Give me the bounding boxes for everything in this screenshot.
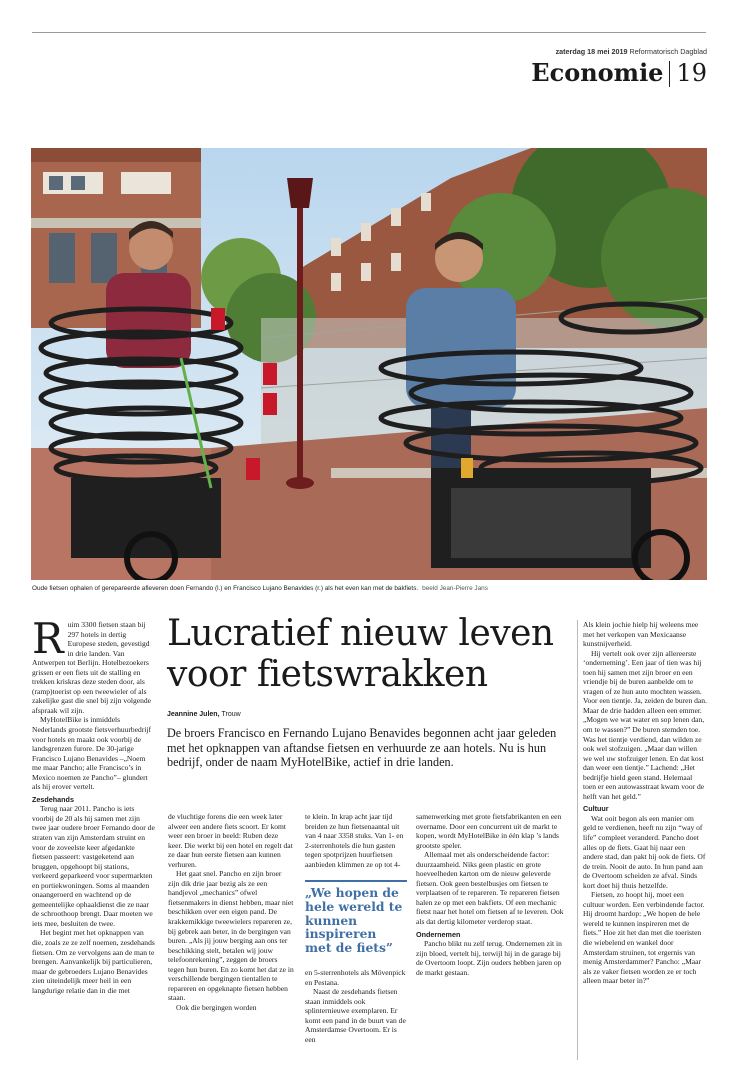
body-paragraph: de vluchtige forens die een week later alweer een andere fiets scoort. Er komt weer een broer in beeld: Ruben deze keer. Die werkt bij een hotel en regelt dat ze daar hun eerste fietsen aan kunnen verhuren. (168, 812, 293, 869)
body-paragraph: Allemaal met als onderscheidende factor: duurzaamheid. Niks geen plastic en grote hoeveelheden karton om de nieuw geleverde fietsen. Ook geen bestelbusjes om fietsen te verplaatsen of te repareren. Te repareren fietsen halen ze op met een bakfiets. Of een mechanic fietst naar het hotel om fietsen af te leveren. Ook als dat dertig kilometer verderop staat. (416, 850, 564, 927)
pull-quote: „We hopen de hele wereld te kunnen inspireren met de fiets” (305, 880, 407, 955)
headline-line-2: voor fietswrakken (167, 654, 488, 695)
article-photo (31, 148, 707, 580)
byline (167, 711, 241, 718)
body-paragraph: MyHotelBike is inmiddels Nederlands grootste fietsverhuurbedrijf voor hotels en maakt ook voorbij de landsgrenzen furore. De 30-jarige Francisco Lujano Benavides –„Noem me maar Pancho; alle Francisco’s in Mexico noemen ze Pancho”– glundert als hij erover vertelt. (32, 715, 152, 792)
body-paragraph: te klein. In krap acht jaar tijd breiden ze hun fietsenaantal uit van 4 naar 3358 stuks. Van 1- en 2-sterrenhotels die hun gasten tegen spotprijzen huurfietsen aanbieden klimmen ze op tot 4- (305, 812, 404, 869)
section-title: Economie (531, 58, 664, 87)
body-paragraph: Het gaat snel. Pancho en zijn broer zijn dik drie jaar bezig als ze een handjevol „mechanics” ofwel fietsenmakers in dienst hebben, maar niet beschikken over een eigen pand. De krakkemikkige tweewielers repareren ze, bij gebrek aan beter, in de bergingen van buren. „Als jij jouw berging aan ons ter beschikking stelt, betalen wij jouw telefoonrekening”, zeggen de broers tegen hun buren. En zo komt het dat ze in verschillende bergingen tientallen te repareren en opgeknapte fietsen hebben staan. (168, 869, 294, 1003)
headline-line-1: Lucratief nieuw leven (167, 613, 554, 654)
byline-paper: Trouw (221, 711, 241, 718)
article-column-3-bottom (305, 968, 408, 1044)
body-paragraph: Hij vertelt ook over zijn allereerste ‘onderneming’. Een jaar of tien was hij toen hij samen met zijn broer en een vriendje bij de buren aanbelde om te vragen of ze hun auto mochten wassen. Voor een tientje. Ja, zeiden de buren dan. Maar de drie hadden alleen een emmer. „Mogen we wat water en sop lenen dan, om te wassen?” De buren stemden toe. Was het tientje verdiend, dan wilden ze ook wel stofzuigen. „Maar dan willen we wel uw stofzuiger lenen. En dat kost dan weer een tientje.” Lachend: „Het bedrijfje hield geen stand. Helemaal toen er een autowasstraat kwam voor de helft van het geld.” (583, 648, 707, 801)
newspaper-name: Reformatorisch Dagblad (629, 47, 707, 56)
section-header (520, 58, 707, 87)
header-meta (420, 47, 707, 56)
column-divider (577, 620, 578, 1060)
caption-text: Oude fietsen ophalen of gerepareerde afleveren doen Fernando (l.) en Francisco Lujano Benavides (r.) als het even kan met de bakfiets. (32, 585, 419, 592)
subheading: Zesdehands (32, 794, 74, 804)
subheading: Ondernemen (416, 929, 461, 939)
drop-cap: R (32, 614, 64, 663)
article-column-5 (583, 620, 707, 986)
body-paragraph: Fietsen, zo hoopt hij, moet een cultuur worden. Een verbindende factor. Hij droomt hardop: „We hopen de hele wereld te kunnen inspireren met de fiets.” Hoe zit het dan met die toeristen die wiebelend en wankel door Amsterdam struinen, tot ergernis van menig Amsterdammer? Pancho: „Maar als ze vaker fietsen worden ze er toch alleen maar beter in?” (583, 890, 705, 986)
photo-caption (32, 585, 708, 592)
header-rule (32, 32, 706, 33)
body-paragraph: Pancho blikt nu zelf terug. Ondernemen zit in zijn bloed, vertelt hij, terwijl hij in de garage bij de Overtoom loopt. Zijn ouders hebben jaren op de markt gestaan. (416, 939, 562, 977)
article-column-1 (32, 614, 155, 995)
article-headline (167, 613, 567, 695)
body-paragraph: Wat ooit begon als een manier om geld te verdienen, heeft nu zijn “way of life” compleet veranderd. Pancho doet alles op de fiets. Gaat hij naar een andere stad, dan pakt hij ook de fiets. Of de trein. Nooit de auto. In hun pand aan de Overtoom scheiden ze afval. Sinds kort doet hij thuis hetzelfde. (583, 813, 706, 890)
body-paragraph: Als klein jochie hielp hij weleens mee met het verkopen van Mexicaanse kunstnijverheid. (583, 620, 699, 649)
photo-credit: beeld Jean-Pierre Jans (422, 585, 488, 592)
page-number: 19 (676, 59, 707, 87)
photo-illustration (31, 148, 707, 580)
byline-author: Jeannine Julen, (167, 711, 220, 718)
article-column-2 (168, 812, 294, 1012)
body-paragraph: samenwerking met grote fietsfabrikanten en een overname. Door een concurrent uit de markt te kopen, wordt MyHotelBike in één klap ’s lands grootste speler. (416, 812, 562, 850)
body-paragraph: Naast de zesdehands fietsen staan inmiddels ook splinternieuwe exemplaren. Er komt een pand in de buurt van de Amsterdamse Overtoom. Er is een (305, 987, 406, 1044)
subheading: Cultuur (583, 804, 609, 814)
issue-date: zaterdag 18 mei 2019 (555, 47, 628, 56)
body-paragraph: en 5-sterrenhotels als Mövenpick en Pestana. (305, 968, 406, 987)
lead-text: uim 3300 fietsen staan bij 297 hotels in dertig Europese steden, gevestigd in drie landen. Van Antwerpen tot Berlijn. Hotelbezoekers grissen er een fiets uit de stalling en trekken kriskras deze steden door, als (ramp)toerist op een tweewieler of als zakelijke gast die snel bij zijn volgende afspraak wil zijn. (32, 620, 152, 715)
article-intro: De broers Francisco en Fernando Lujano Benavides begonnen acht jaar geleden met het opknappen van aftandse fietsen en verhuurde ze aan hotels. Nu is hun bedrijf, onder de naam MyHotelBike, actief in drie landen. (167, 726, 557, 770)
body-paragraph: Terug naar 2011. Pancho is iets voorbij de 20 als hij samen met zijn twee jaar oudere broer Fernando door de straten van zijn Amsterdam struint en voor de zoveelste keer afgedankte fietsen passeert: vastgeketend aan bruggen, opgehoopt bij stations, verkeerd geparkeerd voor supermarkten en portiekwoningen. Soms al maanden onaangeroerd en wachtend op de gemeentelijke ophaaldienst die ze naar de schroothoop brengt. Daar moeten we iets mee, besluiten de twee. (32, 804, 155, 928)
article-column-3-top (305, 812, 408, 869)
body-paragraph: Ook die bergingen worden (176, 1002, 257, 1012)
article-column-4 (416, 812, 568, 977)
section-divider (669, 61, 670, 87)
lead-paragraph (32, 614, 155, 715)
body-paragraph: Het begint met het opknappen van die, zoals ze ze zelf noemen, zesdehands fietsen. Om ze vervolgens aan de man te brengen. Aanvankelijk bij particulieren, maar de gebroeders Lujano Benavides zien uiteindelijk meer heil in een langdurige relatie dan in die met (32, 928, 155, 995)
